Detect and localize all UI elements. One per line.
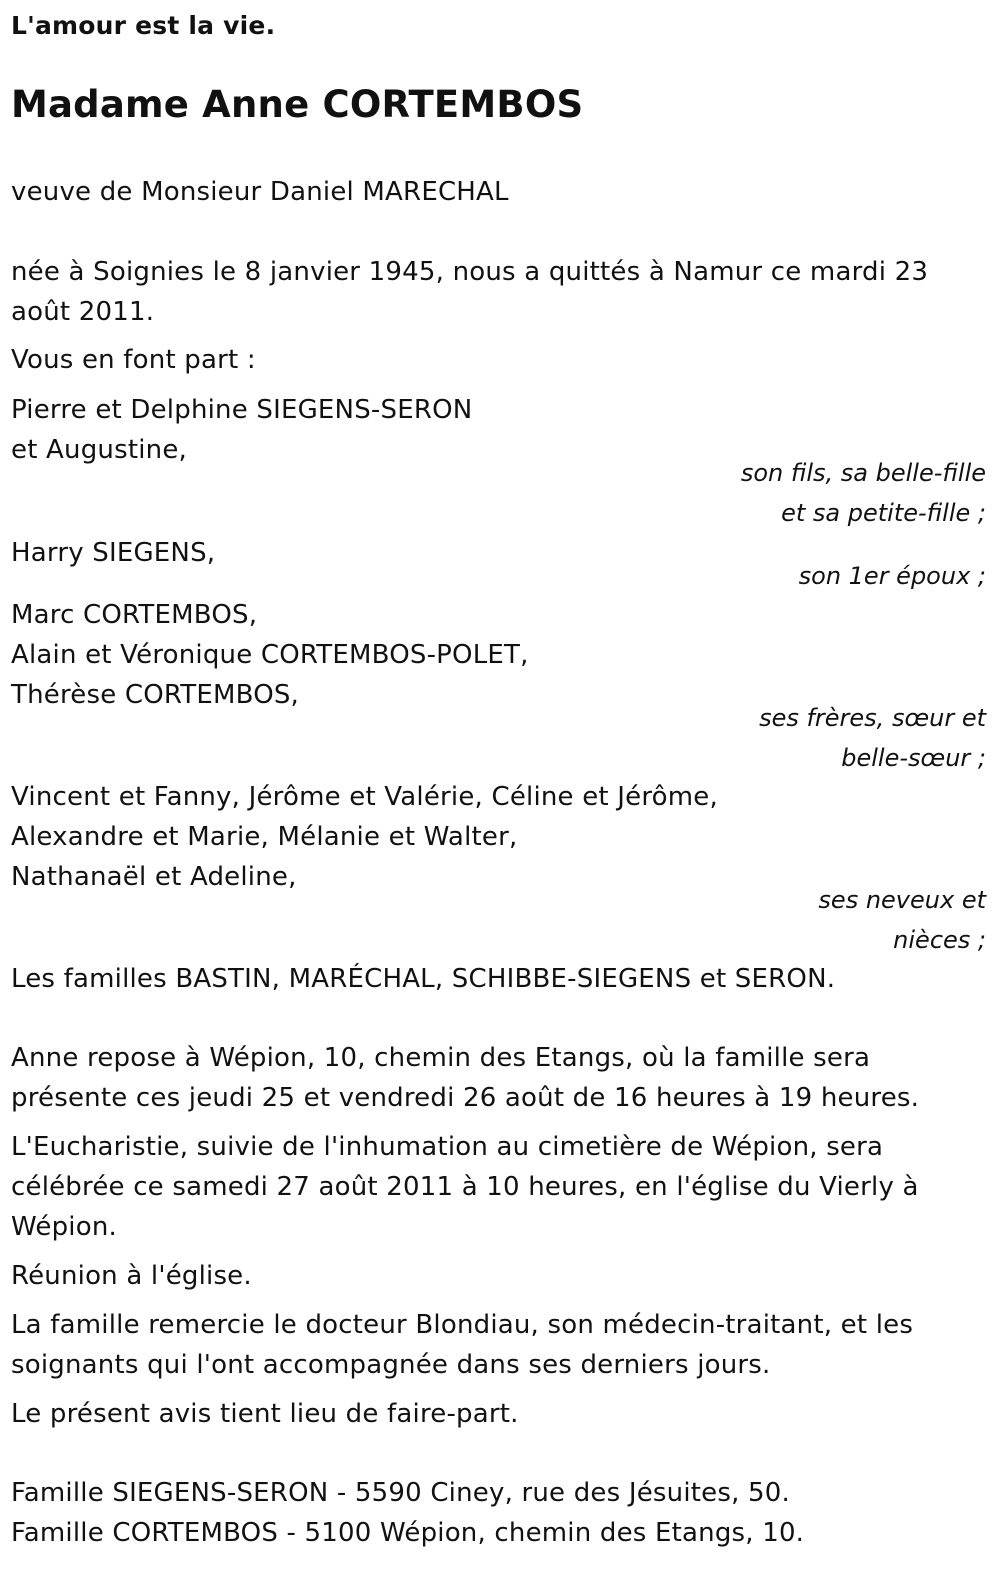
sibling-line-1: Marc CORTEMBOS, bbox=[11, 600, 258, 630]
sibling-line-3: Thérèse CORTEMBOS, bbox=[11, 680, 300, 710]
spouse-line: Harry SIEGENS, bbox=[11, 538, 216, 568]
son-relation-1: son fils, sa belle-fille bbox=[740, 459, 986, 487]
nephews-line-3: Nathanaël et Adeline, bbox=[11, 862, 297, 892]
eucharist-line-1: L'Eucharistie, suivie de l'inhumation au cimetière de Wépion, sera bbox=[11, 1132, 884, 1162]
reunion-line: Réunion à l'église. bbox=[11, 1261, 252, 1291]
spouse-relation: son 1er époux ; bbox=[798, 562, 986, 590]
deceased-name: Madame Anne CORTEMBOS bbox=[11, 83, 584, 126]
address-line-1: Famille SIEGENS-SERON - 5590 Ciney, rue des Jésuites, 50. bbox=[11, 1478, 790, 1508]
son-relation-2: et sa petite-fille ; bbox=[781, 499, 986, 527]
families-line: Les familles BASTIN, MARÉCHAL, SCHIBBE-SIEGENS et SERON. bbox=[11, 964, 836, 994]
son-line-1: Pierre et Delphine SIEGENS-SERON bbox=[11, 395, 473, 425]
nephews-relation-2: nièces ; bbox=[893, 926, 986, 954]
notice-line: Le présent avis tient lieu de faire-part. bbox=[11, 1399, 519, 1429]
thanks-line-2: soignants qui l'ont accompagnée dans ses derniers jours. bbox=[11, 1350, 771, 1380]
birth-death-line-1: née à Soignies le 8 janvier 1945, nous a quittés à Namur ce mardi 23 bbox=[11, 257, 929, 287]
siblings-relation-1: ses frères, sœur et bbox=[759, 704, 986, 732]
son-line-2: et Augustine, bbox=[11, 435, 188, 465]
siblings-relation-2: belle-sœur ; bbox=[841, 744, 986, 772]
motto: L'amour est la vie. bbox=[11, 11, 276, 40]
repose-line-2: présente ces jeudi 25 et vendredi 26 août de 16 heures à 19 heures. bbox=[11, 1083, 920, 1113]
repose-line-1: Anne repose à Wépion, 10, chemin des Etangs, où la famille sera bbox=[11, 1043, 871, 1073]
nephews-line-2: Alexandre et Marie, Mélanie et Walter, bbox=[11, 822, 518, 852]
address-line-2: Famille CORTEMBOS - 5100 Wépion, chemin des Etangs, 10. bbox=[11, 1518, 805, 1548]
announce-line: Vous en font part : bbox=[11, 345, 256, 375]
nephews-line-1: Vincent et Fanny, Jérôme et Valérie, Céline et Jérôme, bbox=[11, 782, 718, 812]
thanks-line-1: La famille remercie le docteur Blondiau, son médecin-traitant, et les bbox=[11, 1310, 914, 1340]
birth-death-line-2: août 2011. bbox=[11, 297, 155, 327]
obituary-notice bbox=[11, 0, 986, 1578]
sibling-line-2: Alain et Véronique CORTEMBOS-POLET, bbox=[11, 640, 529, 670]
widow-line: veuve de Monsieur Daniel MARECHAL bbox=[11, 177, 509, 207]
eucharist-line-3: Wépion. bbox=[11, 1212, 117, 1242]
nephews-relation-1: ses neveux et bbox=[818, 886, 986, 914]
eucharist-line-2: célébrée ce samedi 27 août 2011 à 10 heures, en l'église du Vierly à bbox=[11, 1172, 919, 1202]
